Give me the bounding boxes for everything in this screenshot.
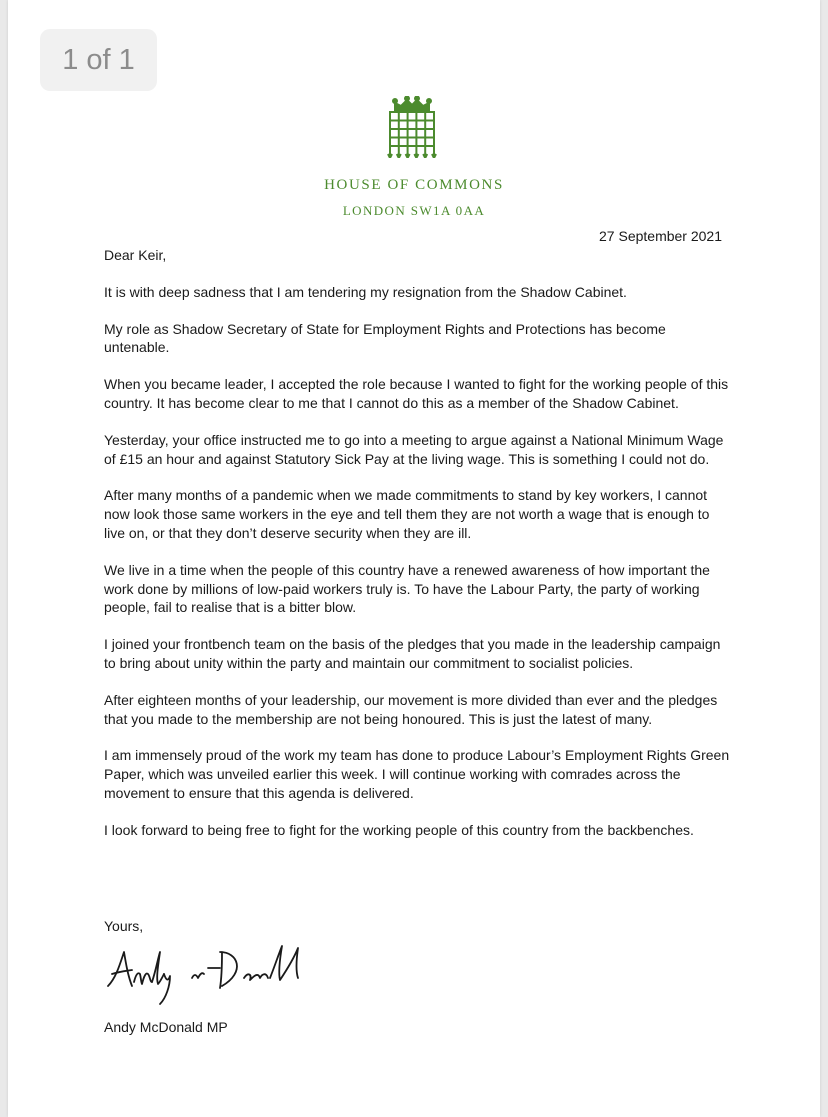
handwritten-signature (104, 938, 319, 1008)
salutation: Dear Keir, (104, 247, 167, 263)
signatory-name: Andy McDonald MP (104, 1019, 228, 1035)
paragraph: We live in a time when the people of this country have a renewed awareness of how important the work done by millions of low-paid workers truly is. To have the Labour Party, the party of working people, fail to realise that is a bitter blow. (104, 561, 710, 616)
paragraph: After many months of a pandemic when we made commitments to stand by key workers, I cannot now look those same workers in the eye and tell them they are not worth a wage that is enough to live on, or that they don’t deserve security when they are ill. (104, 487, 710, 541)
paragraph: Yesterday, your office instructed me to go into a meeting to argue against a National Minimum Wage of £15 an hour and against Statutory Sick Pay at the living wage. This is something I could not do. (104, 431, 724, 467)
paragraph: My role as Shadow Secretary of State for Employment Rights and Protections has become untenable. (104, 320, 666, 356)
organisation-address: LONDON SW1A 0AA (342, 203, 486, 218)
paragraph: I am immensely proud of the work my team has done to produce Labour’s Employment Rights Green Paper, which was unveiled earlier this week. I will continue working with comrades across the movement to ensure that this agenda is delivered. (104, 747, 730, 801)
portcullis-crest-icon (383, 96, 441, 158)
page-counter: 1 of 1 (40, 29, 157, 91)
letter-date: 27 September 2021 (599, 228, 722, 244)
paragraph: I look forward to being free to fight for the working people of this country from the backbenches. (104, 821, 694, 838)
paragraph: I joined your frontbench team on the basis of the pledges that you made in the leadership campaign to bring about unity within the party and maintain our commitment to socialist policies. (104, 636, 721, 671)
organisation-name: HOUSE OF COMMONS (324, 177, 504, 193)
paragraph: It is with deep sadness that I am tendering my resignation from the Shadow Cabinet. (104, 283, 627, 300)
closing: Yours, (104, 918, 144, 934)
paragraph: When you became leader, I accepted the role because I wanted to fight for the working people of this country. It has become clear to me that I cannot do this as a member of the Shadow Cabinet. (104, 376, 729, 411)
paragraph: After eighteen months of your leadership, our movement is more divided than ever and the pledges that you made to the membership are not being honoured. This is just the latest of many. (104, 691, 718, 727)
letter-body (104, 246, 730, 858)
